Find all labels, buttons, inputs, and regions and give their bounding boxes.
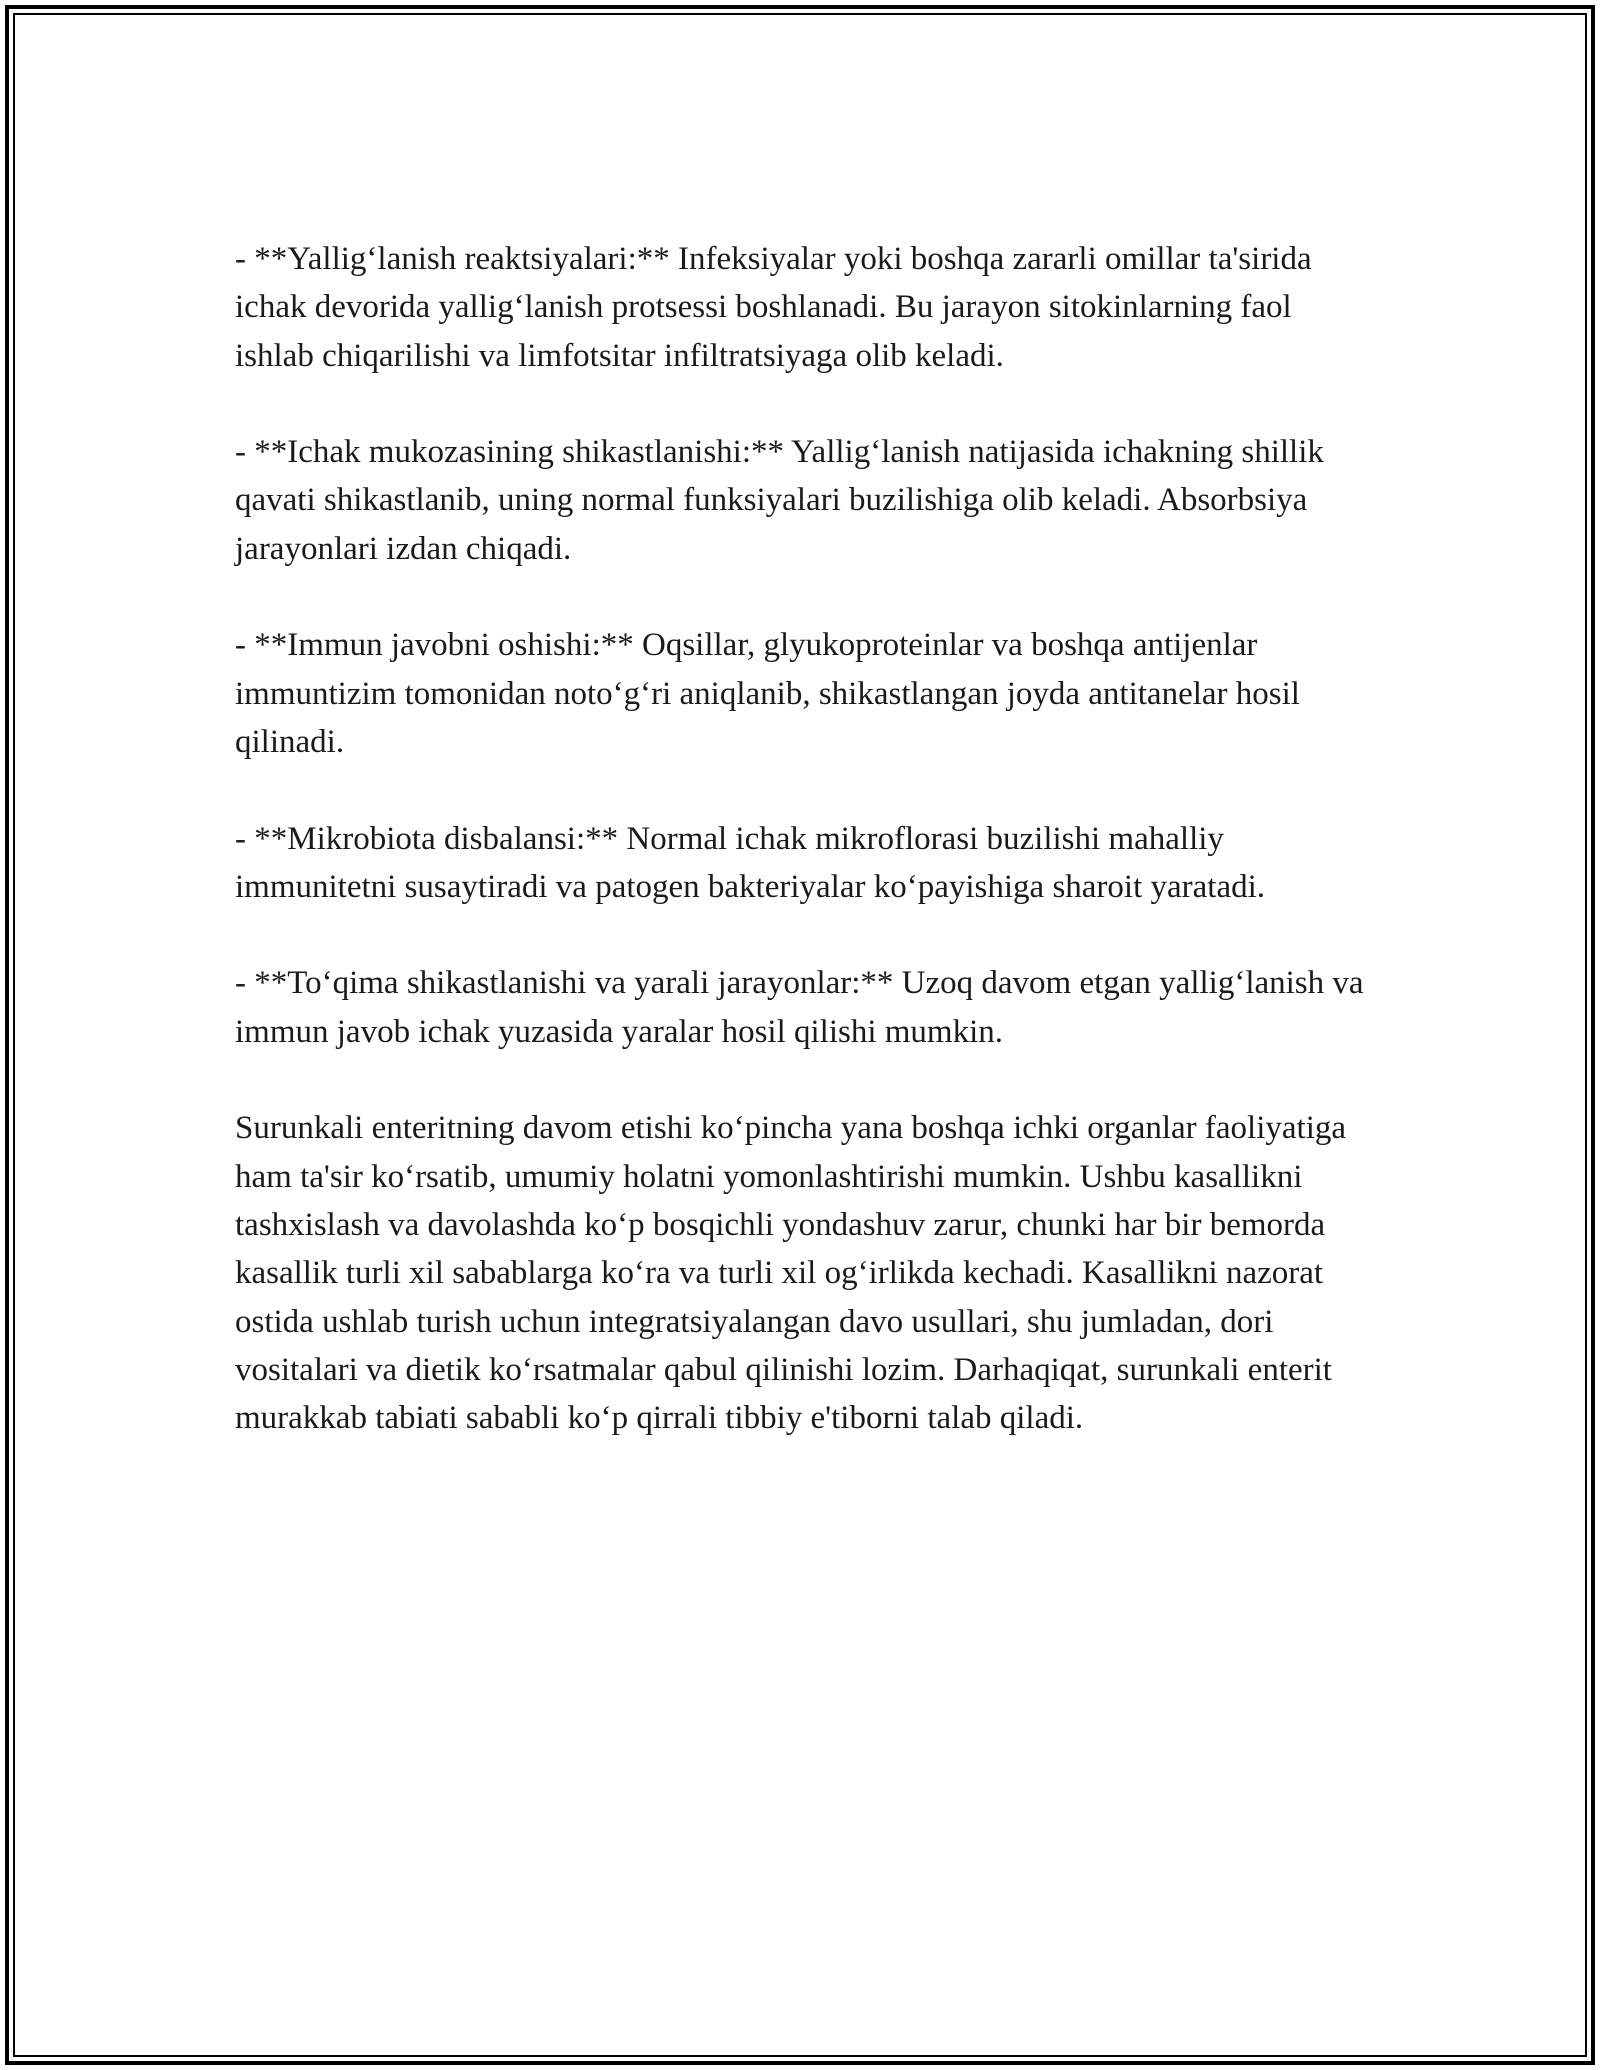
paragraph-inflammation: - **Yallig‘lanish reaktsiyalari:** Infeksiyalar yoki boshqa zararli omillar ta'sirida ichak devorida yallig‘lanish protsessi boshlanadi. Bu jarayon sitokinlarning faol ishlab chiqarilishi va limfotsitar infiltratsiyaga olib keladi. — [235, 241, 1312, 374]
paragraph-mucosa-damage: - **Ichak mukozasining shikastlanishi:** Yallig‘lanish natijasida ichakning shillik qavati shikastlanib, uning normal funksiyalari buzilishiga olib keladi. Absorbsiya jarayonlari izdan chiqadi. — [235, 434, 1324, 567]
document-body — [235, 235, 1365, 1491]
paragraph-tissue-damage: - **To‘qima shikastlanishi va yarali jarayonlar:** Uzoq davom etgan yallig‘lanish va immun javob ichak yuzasida yaralar hosil qilishi mumkin. — [235, 965, 1364, 1050]
paragraph-immune-response: - **Immun javobni oshishi:** Oqsillar, glyukoproteinlar va boshqa antijenlar immuntizim tomonidan noto‘g‘ri aniqlanib, shikastlangan joyda antitanelar hosil qilinadi. — [235, 627, 1300, 760]
paragraph-microbiota: - **Mikrobiota disbalansi:** Normal ichak mikroflorasi buzilishi mahalliy immunitetni susaytiradi va patogen bakteriyalar ko‘payishiga sharoit yaratadi. — [235, 820, 1266, 905]
paragraph-conclusion: Surunkali enteritning davom etishi ko‘pincha yana boshqa ichki organlar faoliyatiga ham ta'sir ko‘rsatib, umumiy holatni yomonlashtirishi mumkin. Ushbu kasallikni tashxislash va davolashda ko‘p bosqichli yondashuv zarur, chunki har bir bemorda kasallik turli xil sabablarga ko‘ra va turli xil og‘irlikda kechadi. Kasallikni nazorat ostida ushlab turish uchun integratsiyalangan davo usullari, shu jumladan, dori vositalari va dietik ko‘rsatmalar qabul qilinishi lozim. Darhaqiqat, surunkali enterit murakkab tabiati sababli ko‘p qirrali tibbiy e'tiborni talab qiladi. — [235, 1110, 1347, 1437]
